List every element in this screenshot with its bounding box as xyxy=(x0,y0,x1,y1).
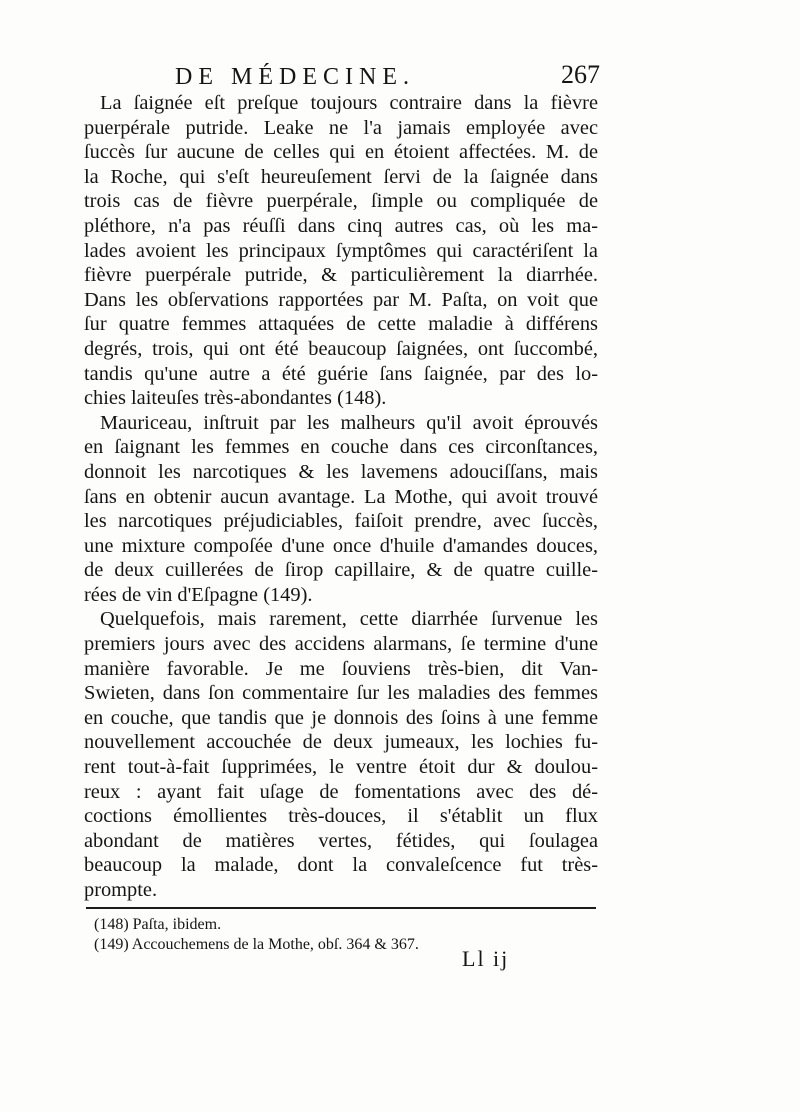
text-line: fièvre puerpérale putride, & particulièrement la diarrhée. xyxy=(84,264,598,287)
text-line: pléthore, n'a pas réuſſi dans cinq autres cas, où les ma- xyxy=(84,214,598,237)
text-line: ſur quatre femmes attaquées de cette maladie à différens xyxy=(84,313,598,336)
text-line: ſuccès ſur aucune de celles qui en étoient affectées. M. de xyxy=(84,141,598,164)
text-line: Dans les obſervations rapportées par M. Paſta, on voit que xyxy=(84,288,598,311)
page-number: 267 xyxy=(561,60,600,89)
footnote-148: (148) Paſta, ibidem. xyxy=(94,916,222,933)
text-line: coctions émollientes très-douces, il s'établit un flux xyxy=(84,805,598,828)
text-line: tandis qu'une autre a été guérie ſans ſaignée, par des lo- xyxy=(84,362,598,385)
text-line: rent tout-à-fait ſupprimées, le ventre étoit dur & doulou- xyxy=(84,756,598,779)
text-line: donnoit les narcotiques & les lavemens adouciſſans, mais xyxy=(84,460,598,483)
text-line: ſans en obtenir aucun avantage. La Mothe, qui avoit trouvé xyxy=(84,485,598,508)
signature-mark: Ll ij xyxy=(462,946,510,971)
page-header xyxy=(175,60,600,94)
text-line: nouvellement accouchée de deux jumeaux, les lochies fu- xyxy=(84,731,598,754)
text-line: reux : ayant fait uſage de fomentations avec des dé- xyxy=(84,780,598,803)
text-line: les narcotiques préjudiciables, faiſoit prendre, avec ſuccès, xyxy=(84,510,598,533)
text-line: premiers jours avec des accidens alarmans, ſe termine d'une xyxy=(84,633,598,656)
running-head: DE MÉDECINE. xyxy=(175,64,415,90)
text-line: La ſaignée eſt preſque toujours contraire dans la fièvre xyxy=(100,92,598,114)
text-line: chies laiteuſes très-abondantes (148). xyxy=(84,387,387,410)
text-line: degrés, trois, qui ont été beaucoup ſaignées, ont ſuccombé, xyxy=(84,337,598,360)
text-line: trois cas de fièvre puerpérale, ſimple ou compliquée de xyxy=(84,190,598,213)
text-line: abondant de matières vertes, fétides, qui ſoulagea xyxy=(84,829,598,852)
text-line: Mauriceau, inſtruit par les malheurs qu'il avoit éprouvés xyxy=(100,411,598,434)
text-line: de deux cuillerées de ſirop capillaire, & de quatre cuille- xyxy=(84,559,598,582)
text-line: manière favorable. Je me ſouviens très-bien, dit Van- xyxy=(84,657,598,680)
footnote-149: (149) Accouchemens de la Mothe, obſ. 364 & 367. xyxy=(94,936,419,953)
text-line: une mixture compoſée d'une once d'huile d'amandes douces, xyxy=(84,534,598,557)
text-line: prompte. xyxy=(84,879,158,901)
text-line: en ſaignant les femmes en couche dans ces circonſtances, xyxy=(84,436,598,459)
text-line: beaucoup la malade, dont la convaleſcence fut très- xyxy=(84,854,598,877)
text-line: lades avoient les principaux ſymptômes qui caractériſent la xyxy=(84,239,598,262)
body-text xyxy=(84,91,598,903)
footnotes xyxy=(94,915,594,955)
text-line: Quelquefois, mais rarement, cette diarrhée ſurvenue les xyxy=(100,608,598,631)
text-line: puerpérale putride. Leake ne l'a jamais employée avec xyxy=(84,116,598,139)
text-line: la Roche, qui s'eſt heureuſement ſervi de la ſaignée dans xyxy=(84,165,598,188)
text-line: en couche, que tandis que je donnois des ſoins à une femme xyxy=(84,706,598,729)
text-line: rées de vin d'Eſpagne (149). xyxy=(84,583,313,606)
footnote-rule xyxy=(86,907,596,909)
text-line: Swieten, dans ſon commentaire ſur les maladies des femmes xyxy=(84,682,598,705)
